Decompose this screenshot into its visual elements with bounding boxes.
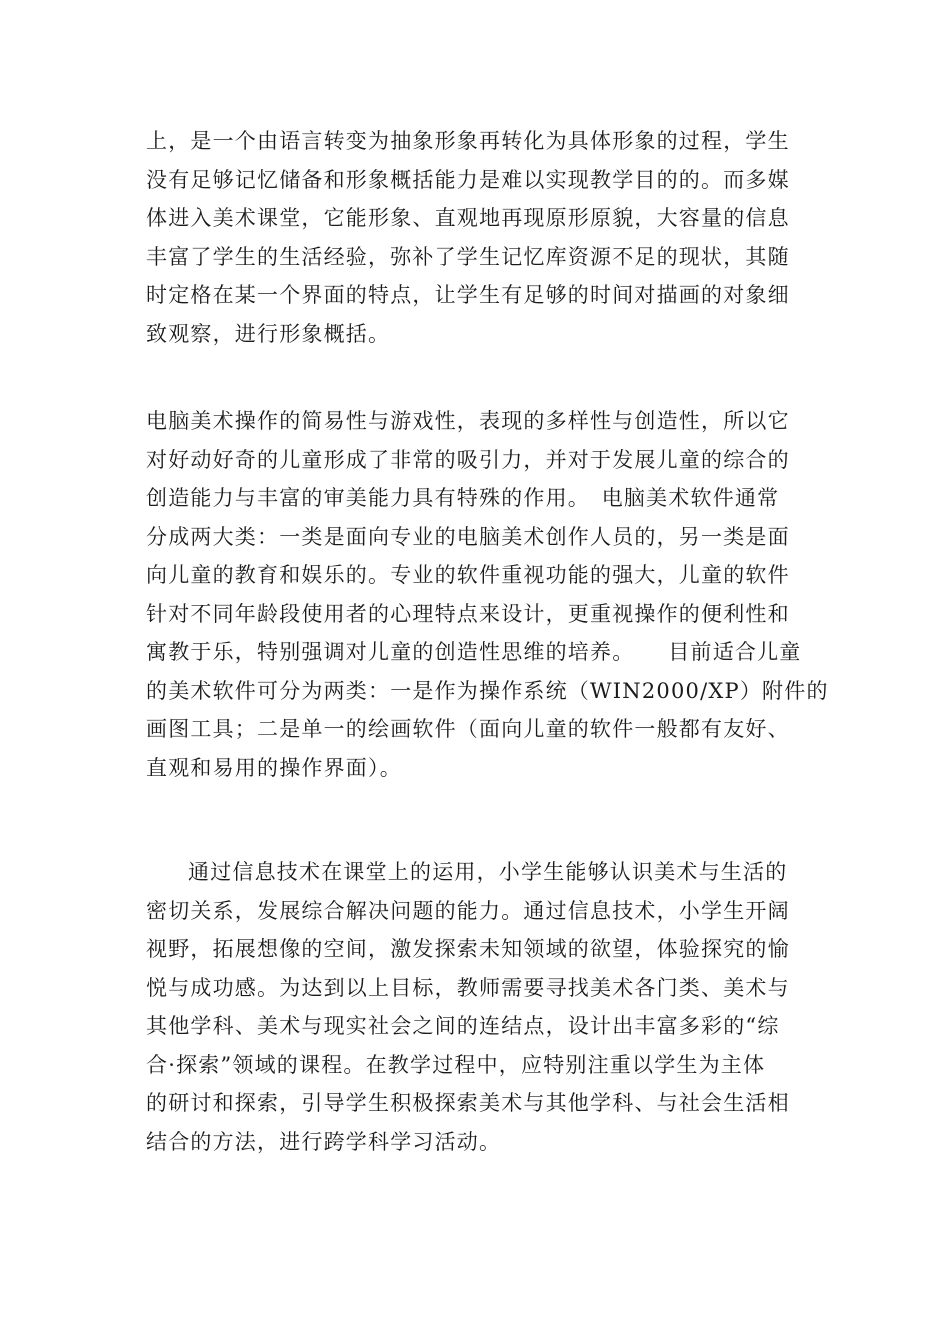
text-line: 针对不同年龄段使用者的心理特点来设计，更重视操作的便利性和 [146, 601, 790, 626]
text-line: 结合的方法，进行跨学科学习活动。 [146, 1129, 502, 1154]
paragraph-3 [146, 853, 806, 1161]
text-line: 悦与成功感。为达到以上目标，教师需要寻找美术各门类、美术与 [146, 975, 790, 1000]
text-line: 寓教于乐，特别强调对儿童的创造性思维的培养。 目前适合儿童 [146, 640, 802, 664]
text-line: 创造能力与丰富的审美能力具有特殊的作用。 电脑美术软件通常 [146, 486, 780, 510]
text-line: 密切关系，发展综合解决问题的能力。通过信息技术，小学生开阔 [146, 898, 790, 923]
paragraph-1 [146, 122, 806, 353]
text-line: 合·探索”领域的课程。在教学过程中，应特别注重以学生为主体 [146, 1052, 766, 1077]
text-line: 上，是一个由语言转变为抽象形象再转化为具体形象的过程，学生 [146, 129, 790, 153]
text-line: 分成两大类：一类是面向专业的电脑美术创作人员的，另一类是面 [146, 524, 790, 549]
text-line: 向儿童的教育和娱乐的。专业的软件重视功能的强大，儿童的软件 [146, 563, 790, 587]
text-line: 画图工具；二是单一的绘画软件（面向儿童的软件一般都有友好、 [146, 717, 790, 741]
text-line: 时定格在某一个界面的特点，让学生有足够的时间对描画的对象细 [146, 283, 790, 307]
text-line: 致观察，进行形象概括。 [146, 321, 391, 346]
text-line: 视野，拓展想像的空间，激发探索未知领域的欲望，体验探究的愉 [146, 937, 790, 961]
text-line: 直观和易用的操作界面）。 [146, 755, 402, 780]
text-line: 电脑美术操作的简易性与游戏性，表现的多样性与创造性，所以它 [146, 409, 790, 433]
text-line: 丰富了学生的生活经验，弥补了学生记忆库资源不足的现状，其随 [146, 244, 790, 269]
text-line: 的研讨和探索，引导学生积极探索美术与其他学科、与社会生活相 [146, 1091, 790, 1115]
text-line: 对好动好奇的儿童形成了非常的吸引力，并对于发展儿童的综合的 [146, 447, 790, 472]
text-line: 其他学科、美术与现实社会之间的连结点，设计出丰富多彩的“综 [146, 1014, 780, 1038]
text-line: 通过信息技术在课堂上的运用，小学生能够认识美术与生活的 [188, 860, 788, 884]
text-line: 的美术软件可分为两类：一是作为操作系统（WIN2000/XP）附件的 [146, 678, 829, 703]
paragraph-2 [146, 402, 829, 787]
text-line: 没有足够记忆储备和形象概括能力是难以实现教学目的的。而多媒 [146, 167, 790, 192]
text-line: 体进入美术课堂，它能形象、直观地再现原形原貌，大容量的信息 [146, 206, 790, 230]
